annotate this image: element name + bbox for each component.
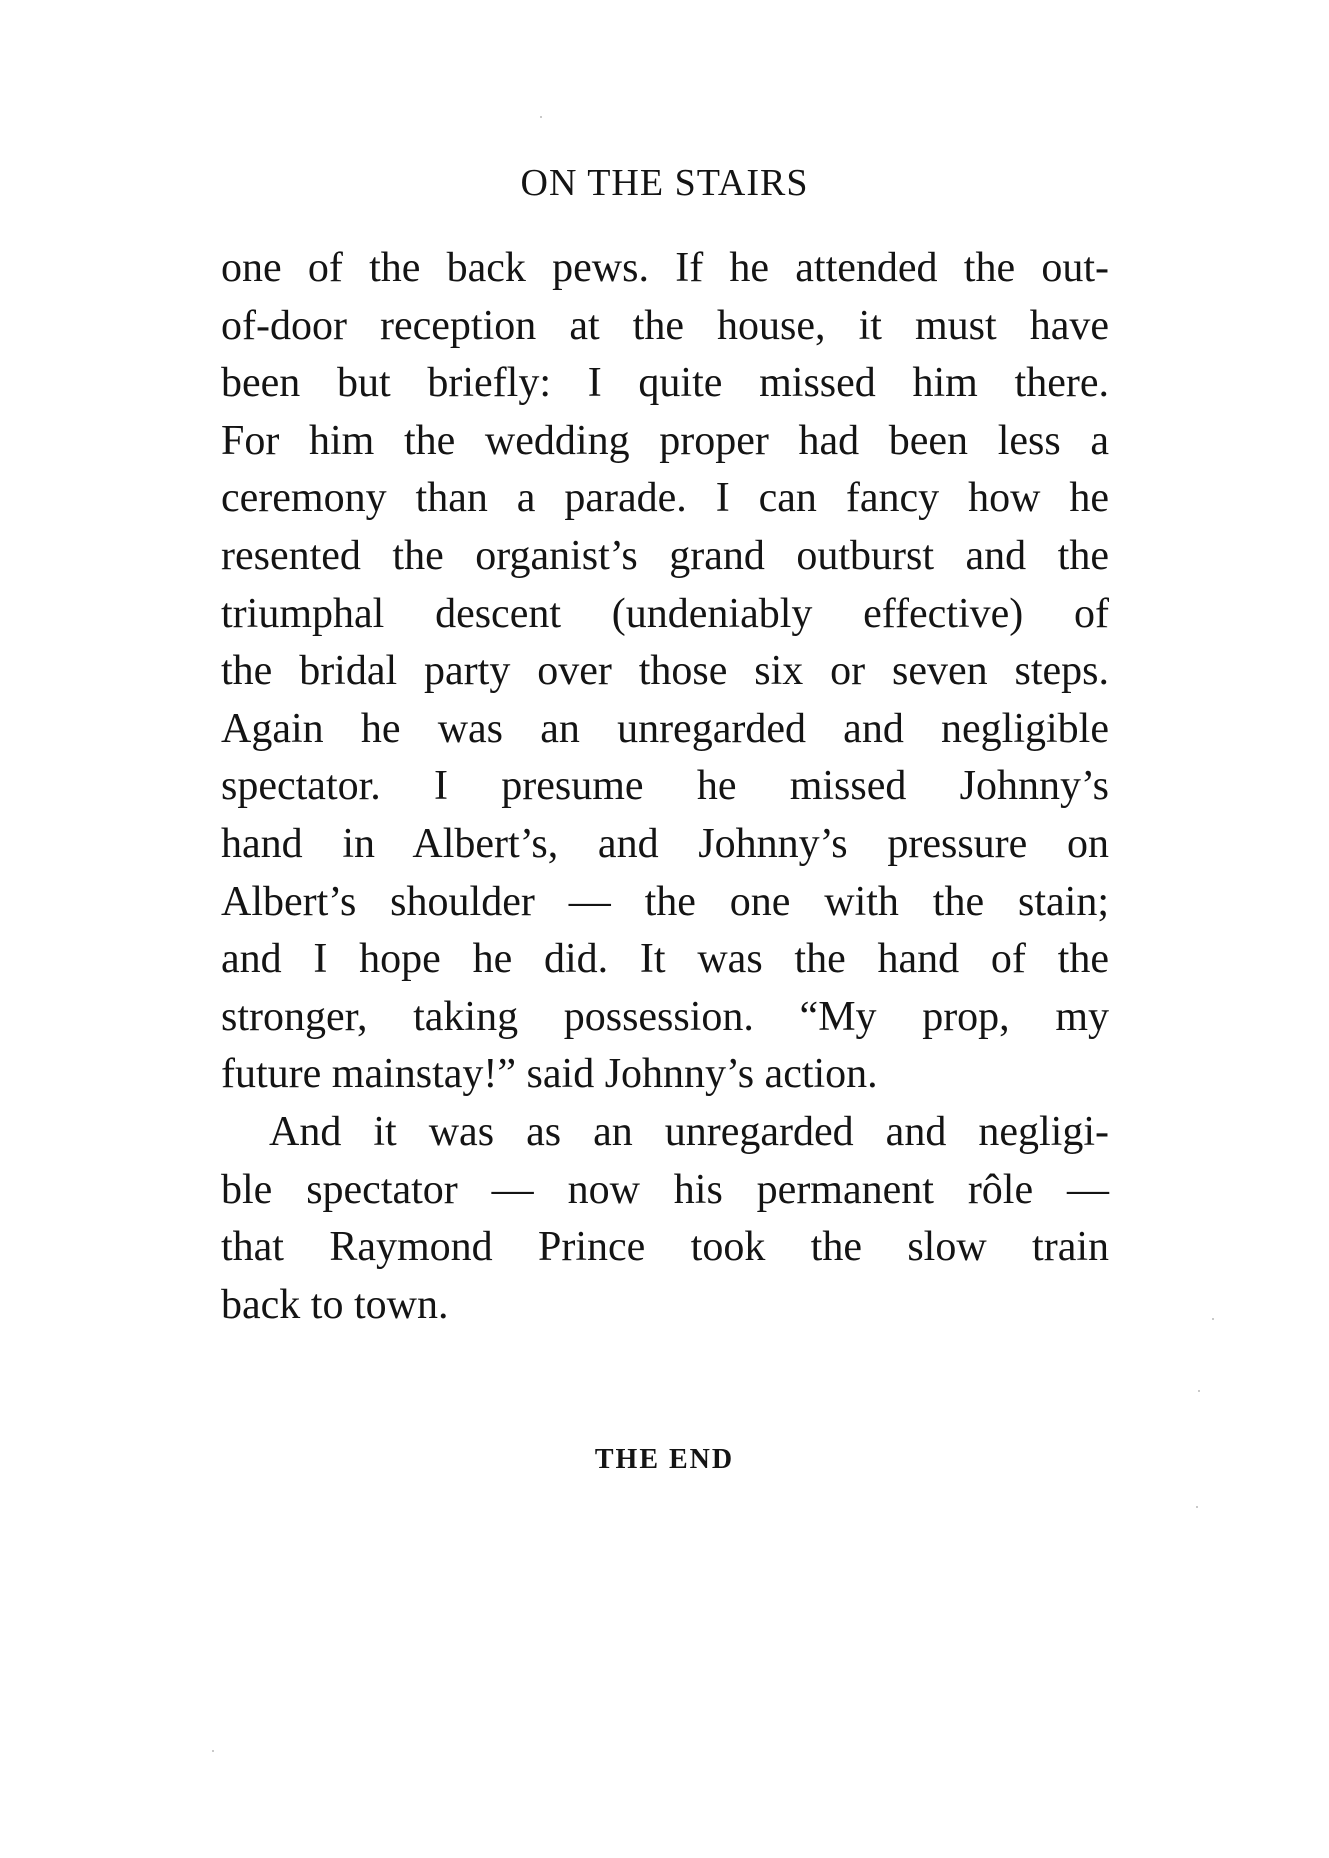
text-line: one of the back pews. If he attended the out- <box>221 245 1109 291</box>
scan-speck <box>1212 1318 1214 1320</box>
scan-speck <box>1198 1390 1200 1392</box>
text-line: spectator. I presume he missed Johnny’s <box>221 763 1109 810</box>
text-line: been but briefly: I quite missed him there. <box>221 360 1109 407</box>
text-line: hand in Albert’s, and Johnny’s pressure on <box>221 820 1109 867</box>
text-line: and I hope he did. It was the hand of the <box>221 936 1109 983</box>
scan-speck <box>1196 1506 1198 1508</box>
scan-speck <box>212 1750 214 1752</box>
text-line: For him the wedding proper had been less a <box>221 417 1109 464</box>
text-line: Again he was an unregarded and negligible <box>221 705 1109 752</box>
text-line: ceremony than a parade. I can fancy how he <box>221 475 1109 522</box>
paragraph-2 <box>221 1104 1109 1334</box>
text-line: the bridal party over those six or seven steps. <box>221 648 1109 695</box>
text-line: back to town. <box>221 1281 449 1328</box>
text-line: ble spectator — now his permanent rôle — <box>221 1166 1109 1213</box>
running-head: ON THE STAIRS <box>520 162 809 204</box>
text-line: future mainstay!” said Johnny’s action. <box>221 1051 878 1098</box>
end-mark: THE END <box>594 1444 735 1475</box>
scan-speck <box>540 116 542 118</box>
text-line: that Raymond Prince took the slow train <box>221 1224 1109 1271</box>
paragraph-1 <box>221 240 1109 1104</box>
text-line: triumphal descent (undeniably effective) of <box>221 590 1109 637</box>
text-line: stronger, taking possession. “My prop, my <box>221 993 1109 1040</box>
text-line: of-door reception at the house, it must have <box>221 302 1109 349</box>
text-line: resented the organist’s grand outburst and the <box>221 532 1109 579</box>
body-text <box>221 240 1109 1334</box>
text-line: Albert’s shoulder — the one with the stain; <box>221 878 1109 925</box>
text-line: And it was as an unregarded and negligi- <box>269 1108 1109 1155</box>
